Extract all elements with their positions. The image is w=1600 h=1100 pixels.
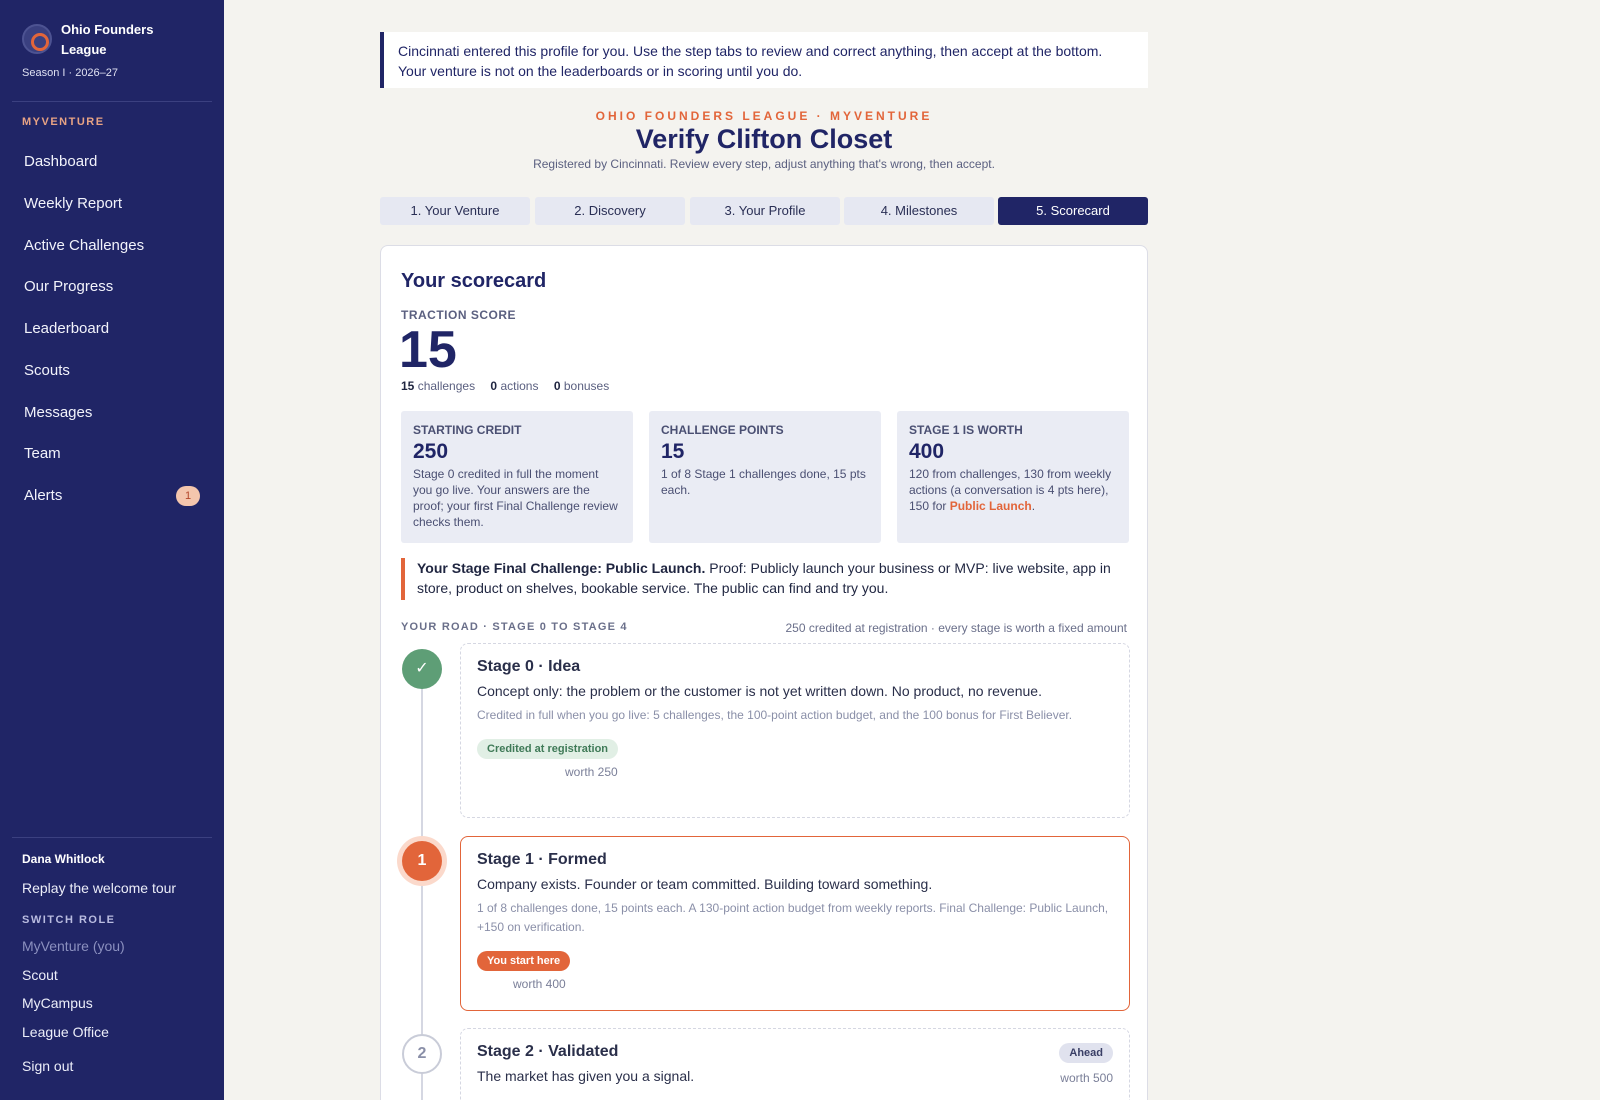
bonuses-label: bonuses <box>563 379 610 393</box>
sidebar-section-label: MYVENTURE <box>22 116 105 128</box>
stage-description: The market has given you a signal. <box>477 1068 695 1084</box>
stage-right-meta <box>1059 1043 1113 1085</box>
sidebar-item-active-challenges[interactable] <box>12 229 212 263</box>
stage-1-number-icon: 1 <box>402 841 442 881</box>
replay-tour-link[interactable]: Replay the welcome tour <box>22 880 177 896</box>
sidebar-item-weekly-report[interactable] <box>12 187 212 221</box>
stage-0-check-icon: ✓ <box>402 649 442 689</box>
traction-score-value: 15 <box>399 321 457 379</box>
score-breakdown <box>401 379 621 393</box>
tab-milestones[interactable]: 4. Milestones <box>844 197 994 225</box>
sidebar-item-scouts[interactable] <box>12 354 212 388</box>
sidebar-item-label: Messages <box>24 404 93 421</box>
alerts-count-badge: 1 <box>176 486 200 506</box>
card-label: STARTING CREDIT <box>413 423 522 437</box>
challenges-label: challenges <box>417 379 476 393</box>
page-eyebrow: OHIO FOUNDERS LEAGUE · MYVENTURE <box>595 109 933 123</box>
stage-worth: worth 250 <box>565 765 618 779</box>
final-challenge-text: Proof: Publicly launch your business or MVP: live website, app in store, product on shelves, bookable service. The public can find and try you. <box>417 560 1111 596</box>
sidebar-item-label: Dashboard <box>24 153 98 170</box>
sidebar-item-leaderboard[interactable] <box>12 312 212 346</box>
role-myventure: MyVenture (you) <box>22 938 125 954</box>
role-scout[interactable]: Scout <box>22 967 58 983</box>
starting-credit-card <box>401 411 633 543</box>
stage-2-number-icon: 2 <box>402 1034 442 1074</box>
sidebar-item-label: Scouts <box>24 362 70 379</box>
page-title: Verify Clifton Closet <box>635 124 893 154</box>
registration-notice: Cincinnati entered this profile for you. Use the step tabs to review and correct anything, then accept at the bottom. Your venture is not on the leaderboards or in scoring until you do. <box>380 32 1148 88</box>
card-text <box>909 466 1117 514</box>
stage-status-badge: Credited at registration <box>477 739 618 759</box>
page-subtitle: Registered by Cincinnati. Review every step, adjust anything that's wrong, then accept. <box>533 157 995 171</box>
sidebar-item-label: Team <box>24 445 61 462</box>
switch-role-label: SWITCH ROLE <box>22 914 116 926</box>
sidebar-item-label: Active Challenges <box>24 237 145 254</box>
card-text: Stage 0 credited in full the moment you go live. Your answers are the proof; your first Final Challenge review checks them. <box>413 467 618 529</box>
road-label: YOUR ROAD · STAGE 0 TO STAGE 4 <box>401 621 628 633</box>
card-label: STAGE 1 IS WORTH <box>909 423 1023 437</box>
public-launch-highlight: Public Launch <box>949 499 1032 513</box>
sidebar-item-label: Leaderboard <box>24 320 110 337</box>
scorecard-title: Your scorecard <box>401 270 547 292</box>
role-league-office[interactable]: League Office <box>22 1024 109 1040</box>
stage-title: Stage 2 · Validated <box>477 1043 619 1060</box>
final-challenge-callout <box>401 558 1129 600</box>
card-text: 1 of 8 Stage 1 challenges done, 15 pts each. <box>661 467 866 497</box>
stage-description: Concept only: the problem or the customer is not yet written down. No product, no revenue. <box>477 683 1042 699</box>
stage-detail: 1 of 8 challenges done, 15 points each. A 130-point action budget from weekly reports. Final Challenge: Public Launch, +150 on verification. <box>477 901 1109 934</box>
tab-discovery[interactable]: 2. Discovery <box>535 197 685 225</box>
card-text-part: 120 from challenges, 130 from weekly actions (a conversation is 4 pts here), 150 for <box>909 467 1112 513</box>
user-name: Dana Whitlock <box>22 852 105 866</box>
card-value: 15 <box>661 440 685 463</box>
step-tabs <box>380 197 1148 225</box>
card-value: 400 <box>909 440 945 463</box>
bonuses-count: 0 <box>553 379 561 393</box>
tab-your-venture[interactable]: 1. Your Venture <box>380 197 530 225</box>
sidebar-item-alerts[interactable] <box>12 479 212 513</box>
sidebar-item-label: Alerts <box>24 487 63 504</box>
card-value: 250 <box>413 440 449 463</box>
brand-name: Ohio Founders League <box>61 22 154 57</box>
tab-your-profile[interactable]: 3. Your Profile <box>690 197 840 225</box>
sidebar-item-team[interactable] <box>12 437 212 471</box>
final-challenge-heading: Your Stage Final Challenge: Public Launch. <box>417 560 706 576</box>
sidebar-divider <box>12 837 212 838</box>
sidebar <box>0 0 224 1100</box>
stage-1-card <box>460 836 1130 1011</box>
role-mycampus[interactable]: MyCampus <box>22 995 93 1011</box>
league-logo-icon <box>22 24 52 54</box>
sidebar-divider <box>12 101 212 102</box>
sidebar-item-label: Our Progress <box>24 278 114 295</box>
challenge-points-card <box>649 411 881 543</box>
road-note: 250 credited at registration · every stage is worth a fixed amount <box>785 621 1127 635</box>
stage-worth: worth 400 <box>513 977 566 991</box>
sidebar-item-label: Weekly Report <box>24 195 123 212</box>
stage-description: Company exists. Founder or team committed. Building toward something. <box>477 876 933 892</box>
traction-score-label: TRACTION SCORE <box>401 308 516 322</box>
stage-worth-card <box>897 411 1129 543</box>
sidebar-item-dashboard[interactable] <box>12 145 212 179</box>
stage-status-badge: You start here <box>477 951 570 971</box>
card-text-part: . <box>1031 499 1036 513</box>
actions-label: actions <box>500 379 539 393</box>
season-label: Season I · 2026–27 <box>22 67 119 79</box>
card-label: CHALLENGE POINTS <box>661 423 784 437</box>
stage-title: Stage 0 · Idea <box>477 658 581 675</box>
challenges-count: 15 <box>401 379 415 393</box>
actions-count: 0 <box>490 379 498 393</box>
sidebar-item-messages[interactable] <box>12 396 212 430</box>
stage-0-card <box>460 643 1130 818</box>
sidebar-item-our-progress[interactable] <box>12 270 212 304</box>
tab-scorecard[interactable]: 5. Scorecard <box>998 197 1148 225</box>
stage-2-card <box>460 1028 1130 1100</box>
scorecard-card <box>380 245 1148 1100</box>
sign-out-link[interactable]: Sign out <box>22 1058 74 1074</box>
stage-status-badge: Ahead <box>1059 1043 1113 1063</box>
stage-worth: worth 500 <box>1060 1071 1113 1085</box>
stage-detail: Credited in full when you go live: 5 challenges, the 100-point action budget, and the 100 bonus for First Believer. <box>477 708 1073 722</box>
stage-title: Stage 1 · Formed <box>477 851 607 868</box>
